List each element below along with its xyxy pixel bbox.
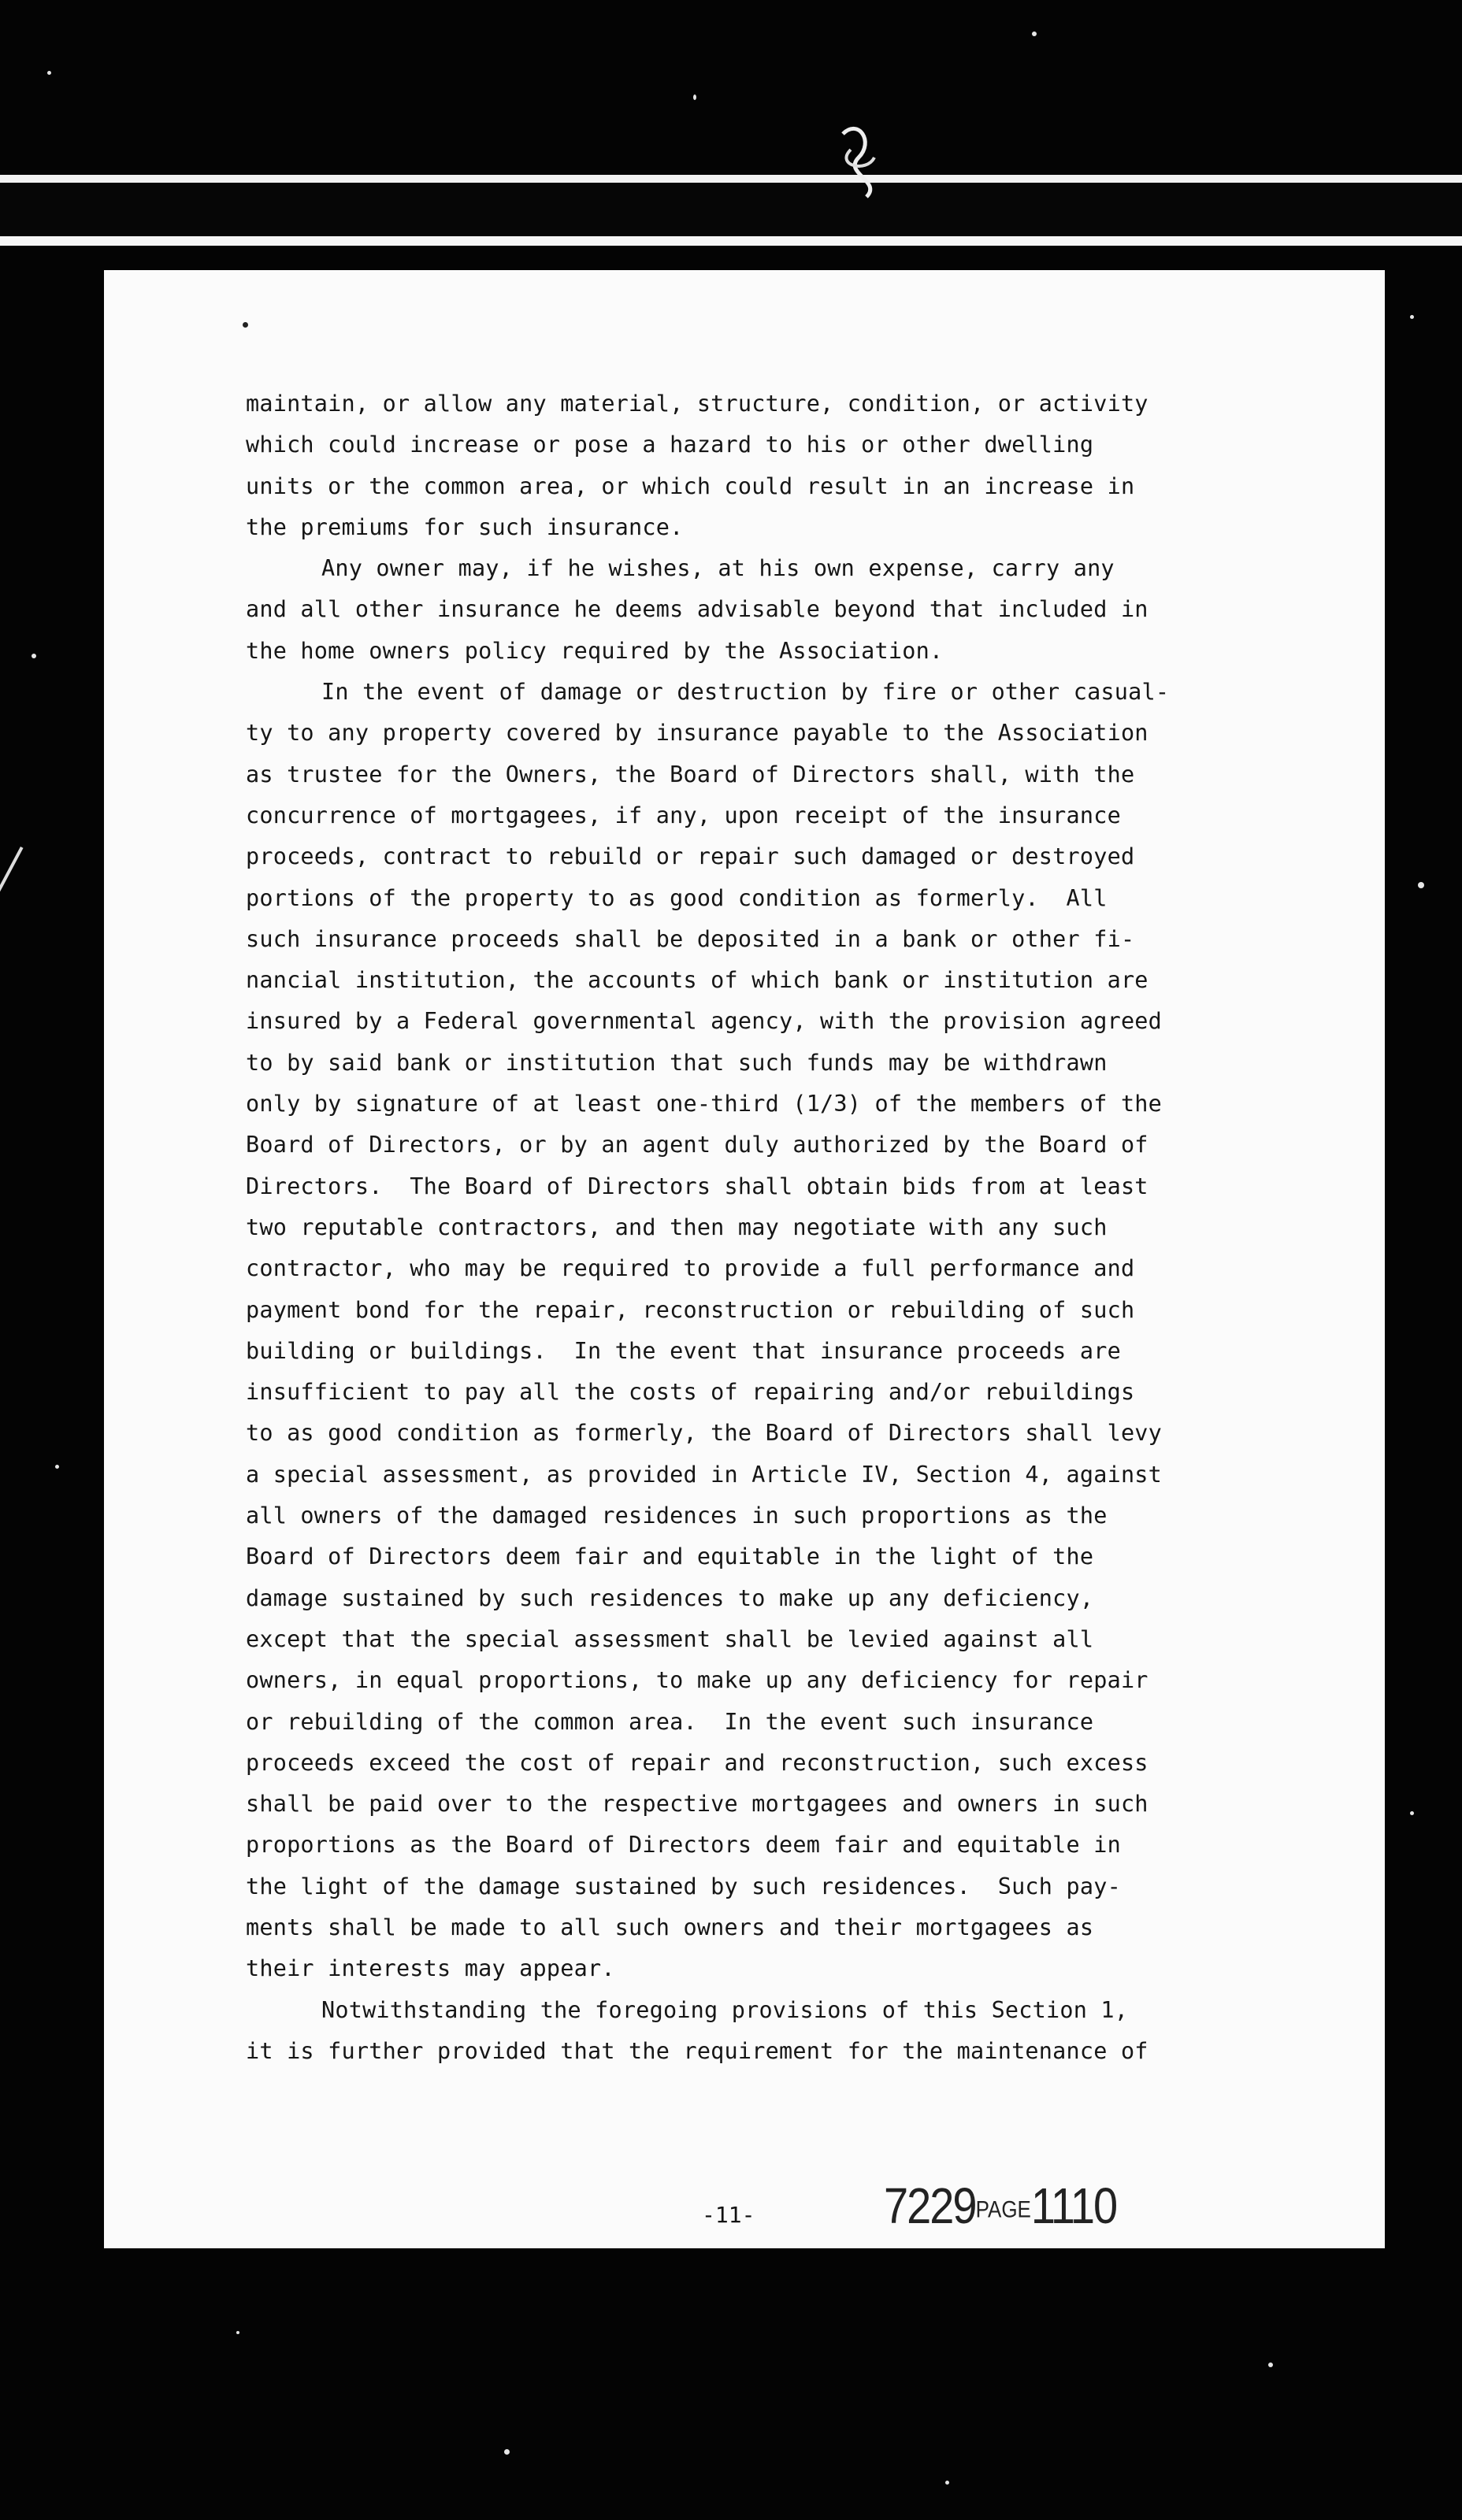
text-line: and all other insurance he deems advisable beyond that included in [246, 596, 1148, 623]
text-line: such insurance proceeds shall be deposited in a bank or other fi- [246, 925, 1135, 952]
text-line: proceeds, contract to rebuild or repair such damaged or destroyed [246, 843, 1135, 870]
scan-speck [47, 71, 51, 75]
text-line: insufficient to pay all the costs of repairing and/or rebuildings [246, 1379, 1135, 1406]
stamp-mid: PAGE [975, 2196, 1031, 2223]
scan-speck [1032, 32, 1037, 36]
scan-speck [236, 2331, 239, 2334]
text-line: portions of the property to as good condition as formerly. All [246, 884, 1108, 911]
text-line: In the event of damage or destruction by fire or other casual- [321, 679, 1170, 706]
text-line: insured by a Federal governmental agency, with the provision agreed [246, 1008, 1163, 1035]
text-line: proceeds exceed the cost of repair and reconstruction, such excess [246, 1749, 1148, 1776]
text-line: Board of Directors deem fair and equitable in the light of the [246, 1544, 1094, 1570]
stamp-page: 1110 [1030, 2177, 1117, 2234]
text-line: ments shall be made to all such owners and their mortgagees as [246, 1914, 1094, 1940]
text-line: except that the special assessment shall be levied against all [246, 1625, 1094, 1652]
scan-speck [1410, 315, 1414, 319]
text-line: nancial institution, the accounts of which bank or institution are [246, 967, 1148, 994]
text-line: the light of the damage sustained by such residences. Such pay- [246, 1873, 1121, 1899]
scan-speck [693, 94, 696, 100]
page-dot [243, 322, 248, 328]
text-line: building or buildings. In the event that insurance proceeds are [246, 1337, 1121, 1364]
scan-speck [55, 1465, 59, 1469]
margin-mark [0, 847, 24, 987]
recording-stamp [884, 2176, 1116, 2235]
text-line: proportions as the Board of Directors deem fair and equitable in [246, 1832, 1121, 1858]
text-line: ty to any property covered by insurance payable to the Association [246, 720, 1148, 747]
scanner-band [0, 183, 1462, 236]
text-line: the premiums for such insurance. [246, 513, 684, 540]
text-line: their interests may appear. [246, 1955, 615, 1982]
page-number: -11- [702, 2202, 755, 2228]
text-line: only by signature of at least one-third (1/3) of the members of the [246, 1091, 1163, 1117]
body-text [246, 384, 1364, 2072]
scan-smudge [827, 118, 898, 205]
text-line: Board of Directors, or by an agent duly authorized by the Board of [246, 1132, 1148, 1158]
stamp-book: 7229 [884, 2177, 976, 2234]
text-line: owners, in equal proportions, to make up any deficiency for repair [246, 1667, 1148, 1694]
text-line: maintain, or allow any material, structure, condition, or activity [246, 391, 1148, 417]
text-line: it is further provided that the requirement for the maintenance of [246, 2037, 1148, 2064]
scanner-edge-rule [0, 175, 1462, 183]
text-line: payment bond for the repair, reconstruction or rebuilding of such [246, 1296, 1135, 1323]
scan-speck [32, 654, 36, 658]
scan-speck [945, 2481, 949, 2485]
text-line: Notwithstanding the foregoing provisions of this Section 1, [321, 1996, 1129, 2023]
text-line: contractor, who may be required to provide a full performance and [246, 1255, 1135, 1282]
text-line: damage sustained by such residences to make up any deficiency, [246, 1584, 1094, 1611]
text-line: or rebuilding of the common area. In the event such insurance [246, 1708, 1094, 1735]
document-page [104, 270, 1385, 2248]
text-line: a special assessment, as provided in Article IV, Section 4, against [246, 1461, 1163, 1488]
text-line: units or the common area, or which could result in an increase in [246, 472, 1135, 499]
text-line: Any owner may, if he wishes, at his own expense, carry any [321, 555, 1115, 582]
text-line: shall be paid over to the respective mortgagees and owners in such [246, 1791, 1148, 1818]
text-line: which could increase or pose a hazard to his or other dwelling [246, 432, 1094, 458]
text-line: the home owners policy required by the Association. [246, 637, 944, 664]
text-line: Directors. The Board of Directors shall obtain bids from at least [246, 1173, 1148, 1199]
text-line: two reputable contractors, and then may negotiate with any such [246, 1214, 1108, 1240]
text-line: to by said bank or institution that such funds may be withdrawn [246, 1049, 1108, 1076]
scan-speck [504, 2449, 510, 2455]
scan-speck [1268, 2362, 1273, 2367]
scanner-edge-rule [0, 236, 1462, 246]
scan-speck [1418, 882, 1424, 888]
text-line: as trustee for the Owners, the Board of Directors shall, with the [246, 761, 1135, 788]
text-line: concurrence of mortgagees, if any, upon receipt of the insurance [246, 802, 1121, 828]
text-line: to as good condition as formerly, the Board of Directors shall levy [246, 1420, 1163, 1447]
text-line: all owners of the damaged residences in such proportions as the [246, 1503, 1108, 1529]
scan-speck [1410, 1811, 1414, 1815]
